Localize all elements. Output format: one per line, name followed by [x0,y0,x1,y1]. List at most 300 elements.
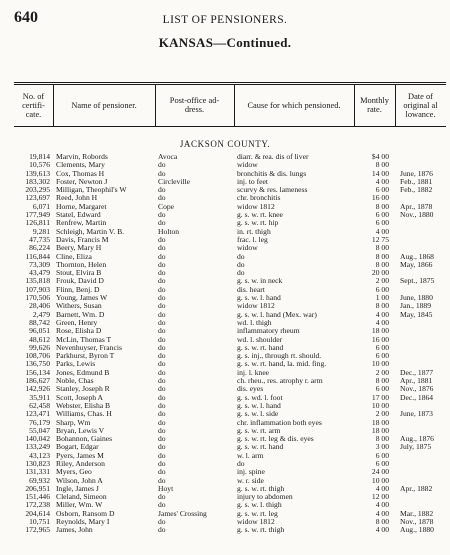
certificate-number: 55,047 [29,426,50,435]
post-office: do [158,435,166,444]
pension-cause: widow 1812 [237,302,275,311]
table-row [0,219,450,227]
monthly-rate: 8 00 [375,252,389,261]
monthly-rate: 6 00 [375,352,389,361]
county-heading: JACKSON COUNTY. [179,139,271,149]
pension-cause: inj. spine [237,468,265,477]
pension-cause: g. s. w. l. hand (Mex. war) [237,310,317,319]
pensioner-name: Renfrew, Martin [56,219,107,228]
post-office: do [158,244,166,253]
post-office: do [158,211,166,220]
table-row [0,170,450,178]
certificate-number: 172,965 [25,526,50,535]
pension-cause: diarr. & rea. dis of liver [237,153,309,161]
column-header-cause: Cause for which pensioned. [247,100,341,110]
certificate-number: 9,281 [32,227,50,236]
table-row [0,344,450,352]
table-row [0,153,450,161]
monthly-rate: 2 00 [375,368,389,377]
post-office: do [158,294,166,303]
pension-cause: widow [237,161,258,170]
monthly-rate: 24 00 [371,468,389,477]
post-office: do [158,269,166,278]
certificate-number: 2,479 [32,310,50,319]
pension-cause: g. s. w. rt. leg & dis. eyes [237,435,314,444]
monthly-rate: 4 00 [375,484,389,493]
monthly-rate: 1 00 [375,294,389,303]
certificate-number: 43,479 [29,269,50,278]
table-row [0,468,450,476]
pension-cause: in. rt. thigh [237,227,271,236]
monthly-rate: 16 00 [371,194,389,203]
allowance-date: June, 1873 [400,410,433,419]
post-office: do [158,194,166,203]
table-row [0,510,450,518]
pension-cause: g. s. w. rt. leg [237,509,278,518]
allowance-date: June, 1876 [400,169,433,178]
pensioner-name: Reed, John H [56,194,98,203]
pension-cause: inj. to feet [237,177,268,186]
table-row [0,178,450,186]
post-office: do [158,285,166,294]
post-office: do [158,401,166,410]
post-office: do [158,418,166,427]
post-office: do [158,476,166,485]
pension-cause: g. s. w. l. hand [237,294,281,303]
certificate-number: 99,626 [29,343,50,352]
pension-cause: w. l. arm [237,451,264,460]
certificate-number: 10,751 [29,518,50,527]
table-row [0,277,450,285]
monthly-rate: 3 00 [375,443,389,452]
certificate-number: 206,951 [25,484,50,493]
monthly-rate: 14 00 [371,169,389,178]
pensioner-name: Marvin, Robords [56,153,108,161]
post-office: do [158,161,166,170]
table-row [0,526,450,534]
certificate-number: 203,295 [25,186,50,195]
table-row [0,452,450,460]
pension-cause: inj. l. knee [237,368,270,377]
monthly-rate: 8 00 [375,161,389,170]
pensioner-name: Milligan, Theophil's W [56,186,127,195]
certificate-number: 123,471 [25,410,50,419]
post-office: do [158,252,166,261]
column-header-rate: Monthly rate. [360,96,389,114]
certificate-number: 183,302 [25,177,50,186]
post-office: do [158,459,166,468]
column-header-post-office: Post-office ad- dress. [169,96,220,114]
monthly-rate: 4 00 [375,509,389,518]
pension-cause: chr. inflammation both eyes [237,418,322,427]
pensioner-name: Noble, Chas [56,377,94,386]
post-office: do [158,410,166,419]
post-office: Avoca [158,153,178,161]
pension-cause: do [237,252,245,261]
certificate-number: 126,811 [25,219,50,228]
monthly-rate: 6 00 [375,186,389,195]
post-office: Hoyt [158,484,174,493]
monthly-rate: 6 00 [375,219,389,228]
post-office: do [158,260,166,269]
monthly-rate: 4 00 [375,310,389,319]
monthly-rate: 2 00 [375,410,389,419]
allowance-date: July, 1875 [400,443,432,452]
monthly-rate: 17 00 [371,393,389,402]
table-row [0,485,450,493]
post-office: do [158,169,166,178]
monthly-rate: 12 75 [371,235,389,244]
pensioner-name: Parks, Lewis [56,360,96,369]
monthly-rate: 6 00 [375,451,389,460]
pensioner-name: Foster, Newton J [56,177,108,186]
pensioner-name: Osborn, Ransom D [56,509,115,518]
pensioner-name: Cleland, Simeon [56,493,107,502]
certificate-number: 86,224 [29,244,50,253]
monthly-rate: 6 00 [375,285,389,294]
monthly-rate: 8 00 [375,202,389,211]
table-row [0,377,450,385]
certificate-number: 204,614 [25,509,50,518]
allowance-date: Mar., 1882 [400,509,434,518]
pension-cause: g. s. w. rt. thigh [237,484,285,493]
pensioner-name: Wilson, John A [56,476,103,485]
table-row [0,236,450,244]
pension-cause: g. s. w. l. hand [237,401,281,410]
certificate-number: 177,949 [25,211,50,220]
certificate-number: 35,911 [29,393,50,402]
post-office: Cope [158,202,175,211]
pensioner-name: Withers, Susan [56,302,102,311]
allowance-date: May, 1845 [400,310,433,319]
post-office: do [158,393,166,402]
monthly-rate: $4 00 [371,153,389,161]
pensioner-name: Pyers, James M [56,451,104,460]
pensioner-name: Jones, Edmund B [56,368,110,377]
certificate-number: 28,406 [29,302,50,311]
certificate-number: 96,051 [29,327,50,336]
table-row [0,194,450,202]
pensioner-name: Bryan, Lewis V [56,426,105,435]
allowance-date: Feb., 1881 [400,177,433,186]
page-title: LIST OF PENSIONERS. [162,14,288,26]
table-row [0,186,450,194]
table-row [0,253,450,261]
allowance-date: Apr., 1881 [400,377,433,386]
post-office: do [158,501,166,510]
allowance-date: Apr., 1882 [400,484,433,493]
post-office: do [158,219,166,228]
pension-cause: bronchitis & dis. lungs [237,169,307,178]
table-row [0,319,450,327]
pensioner-name: Statel, Edward [56,211,101,220]
pensioner-name: Frouk, David D [56,277,104,286]
post-office: do [158,302,166,311]
table-row [0,228,450,236]
table-row [0,203,450,211]
pensioner-name: Reynolds, Mary I [56,518,110,527]
monthly-rate: 16 00 [371,335,389,344]
pension-cause: g. s. w. l. side [237,410,279,419]
allowance-date: Nov., 1880 [400,211,434,220]
pensioner-name: Flinn, Benj. D [56,285,100,294]
table-row [0,419,450,427]
post-office: do [158,327,166,336]
monthly-rate: 4 00 [375,318,389,327]
pensioner-name: Horne, Margaret [56,202,107,211]
pensioner-name: Bogart, Edgar [56,443,99,452]
table-row [0,394,450,402]
post-office: do [158,277,166,286]
post-office: do [158,360,166,369]
table-row [0,518,450,526]
pensioner-name: Myers, Geo [56,468,92,477]
allowance-date: Dec., 1877 [400,368,434,377]
table-row [0,352,450,360]
pension-cause: widow [237,244,258,253]
table-row [0,161,450,169]
post-office: do [158,468,166,477]
pensioner-name: Clements, Mary [56,161,105,170]
monthly-rate: 4 00 [375,177,389,186]
certificate-number: 136,750 [25,360,50,369]
allowance-date: Aug., 1876 [400,435,434,444]
table-row [0,493,450,501]
allowance-date: Feb., 1882 [400,186,433,195]
column-header-date: Date of original al lowance. [403,91,438,119]
pensioner-name: McLin, Thomas T [56,335,112,344]
post-office: James' Crossing [158,509,207,518]
monthly-rate: 2 00 [375,277,389,286]
table-row [0,477,450,485]
pension-cause: widow 1812 [237,518,275,527]
certificate-number: 140,042 [25,435,50,444]
certificate-number: 47,735 [29,235,50,244]
pension-cause: g. s. w. rt. hand, la. mid. fing. [237,360,327,369]
table-top-rule-inner [14,84,446,85]
page-number: 640 [14,9,38,26]
post-office: do [158,335,166,344]
pensioner-name: Webster, Elisha B [56,401,111,410]
certificate-number: 43,123 [29,451,50,460]
allowance-date: Jan., 1889 [400,302,432,311]
monthly-rate: 8 00 [375,377,389,386]
post-office: do [158,235,166,244]
certificate-number: 135,818 [25,277,50,286]
table-row [0,369,450,377]
pensioner-name: Scott, Joseph A [56,393,104,402]
certificate-number: 108,706 [25,352,50,361]
pensioner-name: Green, Henry [56,318,98,327]
certificate-number: 62,458 [29,401,50,410]
monthly-rate: 8 00 [375,302,389,311]
monthly-rate: 8 00 [375,435,389,444]
pensioner-name: Cline, Eliza [56,252,92,261]
allowance-date: Sept., 1875 [400,277,435,286]
table-top-rule [14,82,446,83]
post-office: do [158,377,166,386]
allowance-date: Apr., 1878 [400,202,433,211]
monthly-rate: 10 00 [371,476,389,485]
certificate-number: 10,576 [29,161,50,170]
monthly-rate: 4 00 [375,501,389,510]
pension-cause: chr. bronchitis [237,194,281,203]
pension-cause: g. s. w. rt. hand [237,443,284,452]
pensioner-name: Riley, Anderson [56,459,105,468]
allowance-date: Nov., 1876 [400,385,434,394]
post-office: do [158,186,166,195]
post-office: do [158,426,166,435]
pension-cause: g. s. w. l. thigh [237,501,282,510]
monthly-rate: 18 00 [371,426,389,435]
pension-cause: g. s. w. rt. thigh [237,526,285,535]
monthly-rate: 4 00 [375,227,389,236]
pensioner-name: Thornton, Helen [56,260,107,269]
certificate-number: 69,932 [29,476,50,485]
pensioner-name: Davis, Francis M [56,235,109,244]
certificate-number: 172,238 [25,501,50,510]
post-office: do [158,518,166,527]
pension-cause: g. s. w. rt. hip [237,219,279,228]
pensioner-name: Young, James W [56,294,108,303]
table-row [0,286,450,294]
pensioner-name: Stanley, Joseph R [56,385,110,394]
certificate-number: 19,814 [29,153,50,161]
column-header-name: Name of pensioner. [71,100,137,110]
post-office: do [158,368,166,377]
pensioner-name: Miller, Wm. W [56,501,103,510]
pension-cause: wd. l. thigh [237,318,272,327]
state-heading: KANSAS—Continued. [158,35,292,50]
post-office: do [158,310,166,319]
monthly-rate: 6 00 [375,343,389,352]
post-office: do [158,385,166,394]
certificate-number: 186,627 [25,377,50,386]
pension-cause: dis. eyes [237,385,264,394]
table-row [0,410,450,418]
table-row [0,427,450,435]
certificate-number: 107,903 [25,285,50,294]
certificate-number: 142,926 [25,385,50,394]
certificate-number: 48,612 [29,335,50,344]
monthly-rate: 10 00 [371,360,389,369]
certificate-number: 123,697 [25,194,50,203]
post-office: Holton [158,227,180,236]
monthly-rate: 6 00 [375,459,389,468]
allowance-date: June, 1880 [400,294,433,303]
certificate-number: 88,742 [29,318,50,327]
monthly-rate: 6 00 [375,211,389,220]
monthly-rate: 8 00 [375,260,389,269]
pensioner-name: Stout, Elvira B [56,269,102,278]
table-row [0,327,450,335]
certificate-number: 133,249 [25,443,50,452]
pension-cause: injury to abdomen [237,493,293,502]
pension-cause: widow 1812 [237,202,275,211]
pensioner-name: Barnett, Wm. D [56,310,105,319]
pensioner-table-body [0,153,450,535]
table-row [0,244,450,252]
table-row [0,443,450,451]
pension-cause: g. s. wd. l. foot [237,393,283,402]
pensioner-name: Beery, Mary H [56,244,102,253]
monthly-rate: 8 00 [375,244,389,253]
pension-cause: g. s. w. rt. knee [237,211,283,220]
table-row [0,311,450,319]
pensioner-name: Cox, Thomas H [56,169,105,178]
certificate-number: 156,134 [25,368,50,377]
pension-cause: do [237,269,245,278]
pension-cause: scurvy & res. lameness [237,186,308,195]
allowance-date: May, 1866 [400,260,433,269]
pension-cause: frac. l. leg [237,235,268,244]
allowance-date: Aug., 1880 [400,526,434,535]
post-office: do [158,343,166,352]
certificate-number: 170,506 [25,294,50,303]
pensioner-name: Rose, Elisha D [56,327,102,336]
monthly-rate: 18 00 [371,418,389,427]
monthly-rate: 18 00 [371,327,389,336]
certificate-number: 6,071 [32,202,50,211]
monthly-rate: 8 00 [375,518,389,527]
monthly-rate: 4 00 [375,526,389,535]
table-row [0,302,450,310]
pensioner-name: Schleigh, Martin V. B. [56,227,125,236]
pensioner-name: Bohannon, Gaines [56,435,113,444]
pensioner-name: Williams, Chas. H [56,410,112,419]
pensioner-name: Nevenhuyser, Francis [56,343,122,352]
certificate-number: 73,309 [29,260,50,269]
column-header-certificate: No. of certifi- cate. [22,91,45,119]
pension-cause: g. s. w. in neck [237,277,283,286]
monthly-rate: 12 00 [371,493,389,502]
pension-cause: w. r. side [237,476,264,485]
monthly-rate: 10 00 [371,401,389,410]
pension-cause: g. s. w. rt. arm [237,426,281,435]
table-row [0,261,450,269]
allowance-date: Aug., 1868 [400,252,434,261]
monthly-rate: 6 00 [375,385,389,394]
table-row [0,360,450,368]
table-row [0,501,450,509]
post-office: do [158,352,166,361]
certificate-number: 151,446 [25,493,50,502]
certificate-number: 139,613 [25,169,50,178]
pension-cause: dis. heart [237,285,265,294]
monthly-rate: 20 00 [371,269,389,278]
certificate-number: 76,179 [29,418,50,427]
certificate-number: 131,331 [25,468,50,477]
pension-cause: wd. l. shoulder [237,335,283,344]
pension-cause: do [237,260,245,269]
table-row [0,385,450,393]
pension-cause: do [237,459,245,468]
table-row [0,269,450,277]
pension-cause: inflammatory rheum [237,327,300,336]
post-office: do [158,443,166,452]
allowance-date: Nov., 1878 [400,518,434,527]
table-row [0,336,450,344]
table-row [0,211,450,219]
pensioner-name: Parkhurst, Byron T [56,352,115,361]
certificate-number: 116,844 [25,252,50,261]
pensioner-name: James, John [56,526,93,535]
post-office: do [158,451,166,460]
table-row [0,402,450,410]
pensioner-name: Sharp, Wm [56,418,91,427]
table-row [0,460,450,468]
allowance-date: Dec., 1864 [400,393,434,402]
